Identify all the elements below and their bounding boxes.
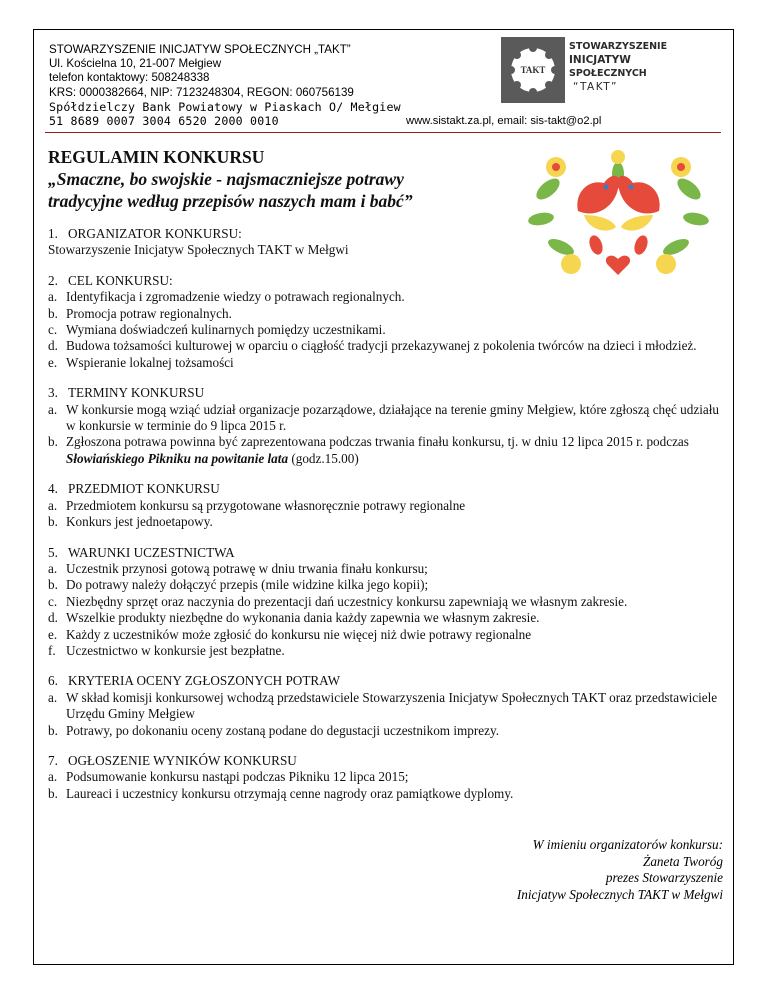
section-subject: [48, 481, 720, 530]
list-item: [48, 434, 720, 467]
item-text: Uczestnictwo w konkursie jest bezpłatne.: [66, 642, 285, 658]
section-number: 7.: [48, 752, 58, 768]
item-text: W konkursie mogą wziąć udział organizacje pozarządowe, działające na terenie gminy Mełgiew, które zgłoszą chęć udziału w konkursie w terminie do 9 lipca 2015 r.: [66, 401, 719, 434]
item-letter: b.: [48, 577, 58, 593]
section-number: 3.: [48, 385, 58, 401]
list-item: [48, 723, 720, 739]
list-item: [48, 610, 720, 626]
item-letter: f.: [48, 642, 56, 658]
list-item: [48, 355, 720, 371]
item-letter: a.: [48, 560, 58, 576]
item-letter: d.: [48, 338, 58, 354]
list-item: [48, 690, 720, 723]
takt-logo: [499, 33, 668, 113]
org-phone: telefon kontaktowy: 508248338: [49, 71, 210, 85]
signature-line: Inicjatyw Społecznych TAKT w Mełgwi: [516, 886, 723, 902]
item-letter: a.: [48, 689, 58, 705]
section-results: [48, 753, 720, 802]
list-item: [48, 338, 720, 354]
section-goals: [48, 273, 720, 371]
item-text: Budowa tożsamości kulturowej w oparciu o ciągłość tradycji przekazywanej z pokolenia twórców na dzieci i młodzież.: [66, 338, 697, 354]
org-registration-ids: KRS: 0000382664, NIP: 7123248304, REGON: 060756139: [49, 85, 354, 99]
section-dates: [48, 385, 720, 467]
item-letter: c.: [48, 593, 58, 609]
item-text: Identyfikacja i zgromadzenie wiedzy o potrawach regionalnych.: [66, 289, 405, 305]
item-letter: a.: [48, 289, 58, 305]
item-letter: b.: [48, 305, 58, 321]
regulation-body: [48, 146, 720, 802]
item-text: Wspieranie lokalnej tożsamości: [66, 354, 234, 370]
signature-line: prezes Stowarzyszenie: [605, 870, 723, 886]
item-text: Wymiana doświadczeń kulinarnych pomiędzy uczestnikami.: [66, 322, 386, 338]
item-letter: c.: [48, 322, 58, 338]
signature-block: [517, 837, 723, 903]
logo-line-2: INICJATYW: [569, 54, 631, 66]
section-title: ORGANIZATOR KONKURSU:: [68, 226, 242, 241]
section-title: KRYTERIA OCENY ZGŁOSZONYCH POTRAW: [68, 673, 341, 689]
document-page: [33, 29, 734, 965]
list-item: [48, 577, 720, 593]
item-letter: b.: [48, 514, 58, 530]
list-item: [48, 561, 720, 577]
section-title: CEL KONKURSU:: [68, 272, 173, 288]
item-letter: a.: [48, 769, 58, 785]
org-web-email: www.sistakt.za.pl, email: sis-takt@o2.pl: [406, 115, 602, 127]
org-bank-account: 51 8689 0007 3004 6520 2000 0010: [49, 114, 279, 129]
list-item: [48, 627, 720, 643]
logo-line-3: SPOŁECZNYCH: [569, 68, 647, 79]
item-letter: b.: [48, 785, 58, 801]
section-number: 2.: [48, 272, 58, 288]
section-title: WARUNKI UCZESTNICTWA: [68, 544, 235, 560]
item-text: Przedmiotem konkursu są przygotowane własnoręcznie potrawy regionalne: [66, 497, 466, 513]
logo-emblem-text: TAKT: [520, 65, 546, 75]
event-name: Słowiańskiego Pikniku na powitanie lata: [66, 450, 289, 466]
item-letter: b.: [48, 722, 58, 738]
logo-line-4: “TAKT”: [573, 81, 618, 93]
doc-subtitle-line-1: „Smaczne, bo swojskie - najsmaczniejsze potrawy: [48, 169, 404, 189]
item-letter: b.: [48, 434, 58, 450]
doc-subtitle-line-2: tradycyjne według przepisów naszych mam i babć”: [48, 191, 413, 211]
item-text: W skład komisji konkursowej wchodzą przedstawiciele Stowarzyszenia Inicjatyw Społecznych TAKT oraz przedstawiciele Urzędu Gminy Mełgiew: [66, 689, 718, 722]
logo-emblem-icon: [501, 37, 565, 103]
signature-name: Żaneta Tworóg: [643, 853, 723, 869]
item-text: Uczestnik przynosi gotową potrawę w dniu trwania finału konkursu;: [66, 560, 428, 576]
org-address: Ul. Kościelna 10, 21-007 Mełgiew: [49, 57, 222, 71]
item-letter: a.: [48, 497, 58, 513]
section-title: OGŁOSZENIE WYNIKÓW KONKURSU: [68, 752, 297, 768]
section-organizer: [48, 226, 720, 259]
org-name: STOWARZYSZENIE INICJATYW SPOŁECZNYCH „TAKT”: [49, 43, 351, 56]
item-text: Każdy z uczestników może zgłosić do konkursu nie więcej niż dwie potrawy regionalne: [66, 626, 532, 642]
section-title: PRZEDMIOT KONKURSU: [68, 481, 220, 497]
item-text: [66, 434, 720, 467]
item-text: Laureaci i uczestnicy konkursu otrzymają cenne nagrody oraz pamiątkowe dyplomy.: [66, 785, 514, 801]
section-number: 4.: [48, 481, 58, 497]
item-text: Promocja potraw regionalnych.: [66, 305, 232, 321]
item-text: Potrawy, po dokonaniu oceny zostaną podane do degustacji uczestnikom imprezy.: [66, 722, 499, 738]
item-text: Wszelkie produkty niezbędne do wykonania dania każdy zapewnia we własnym zakresie.: [66, 610, 540, 626]
item-text: Niezbędny sprzęt oraz naczynia do prezentacji dań uczestnicy konkursu zapewniają we własnym zakresie.: [66, 593, 628, 609]
list-item: [48, 322, 720, 338]
item-letter: e.: [48, 354, 58, 370]
doc-title: REGULAMIN KONKURSU: [48, 147, 265, 167]
section-number: 1.: [48, 226, 58, 241]
list-item: [48, 514, 720, 530]
list-item: [48, 769, 720, 785]
list-item: [48, 402, 720, 435]
letterhead-contact: [49, 43, 401, 128]
section-criteria: [48, 673, 720, 739]
item-letter: d.: [48, 610, 58, 626]
logo-line-1: STOWARZYSZENIE: [569, 41, 668, 52]
signature-line: W imieniu organizatorów konkursu:: [532, 837, 723, 852]
section-number: 5.: [48, 544, 58, 560]
section-conditions: [48, 545, 720, 660]
header-divider: [45, 132, 721, 133]
item-text: Do potrawy należy dołączyć przepis (mile widzine kilka jego kopii);: [66, 577, 429, 593]
list-item: [48, 289, 720, 305]
item-letter: e.: [48, 626, 58, 642]
list-item: [48, 498, 720, 514]
section-number: 6.: [48, 673, 58, 689]
org-bank: Spółdzielczy Bank Powiatowy w Piaskach O/ Mełgiew: [49, 99, 401, 114]
item-text: Podsumowanie konkursu nastąpi podczas Pikniku 12 lipca 2015;: [66, 769, 409, 785]
list-item: [48, 594, 720, 610]
list-item: [48, 643, 720, 659]
item-text-part: Zgłoszona potrawa powinna być zaprezentowana podczas trwania finału konkursu, tj. w dniu 12 lipca 2015 r. podczas: [66, 434, 689, 450]
item-text: Konkurs jest jednoetapowy.: [66, 514, 213, 530]
item-letter: a.: [48, 401, 58, 417]
item-text-part: (godz.15.00): [288, 450, 359, 466]
section-title: TERMINY KONKURSU: [68, 385, 205, 401]
section-text: Stowarzyszenie Inicjatyw Społecznych TAKT w Mełgwi: [48, 242, 349, 258]
list-item: [48, 786, 720, 802]
list-item: [48, 306, 720, 322]
